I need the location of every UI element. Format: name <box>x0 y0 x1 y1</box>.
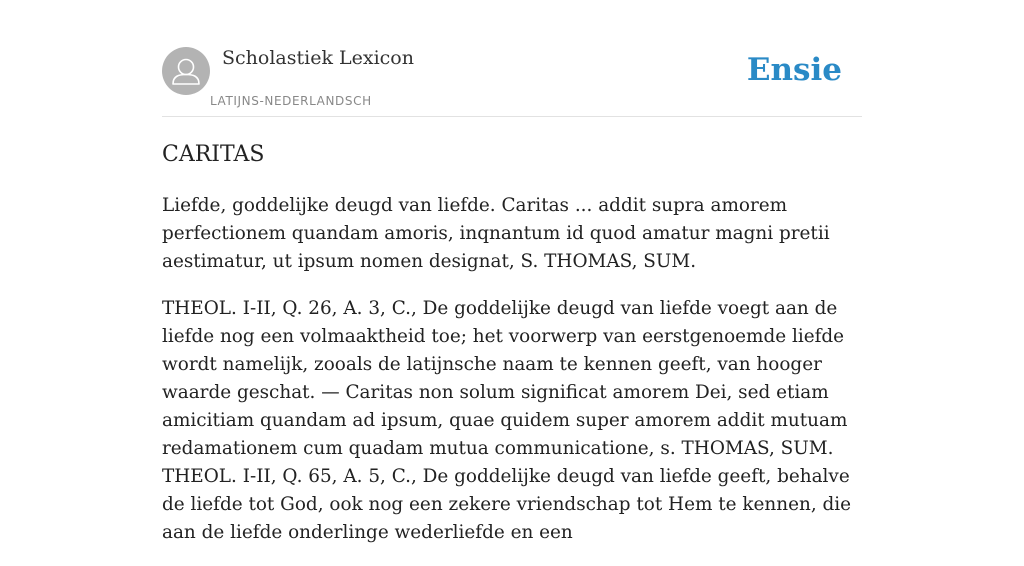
source-subtitle: LATIJNS-NEDERLANDSCH <box>210 94 372 108</box>
user-icon[interactable] <box>162 47 210 95</box>
entry-definition <box>162 192 862 566</box>
source-title-link[interactable]: Scholastiek Lexicon <box>222 47 414 69</box>
definition-paragraph: THEOL. I-II, Q. 26, A. 3, C., De goddelijke deugd van liefde voegt aan de liefde nog een volmaaktheid toe; het voorwerp van eerstgenoemde liefde wordt namelijk, zooals de latijnsche naam te kennen geeft, van hooger waarde geschat. — Caritas non solum significat amorem Dei, sed etiam amicitiam quandam ad ipsum, quae quidem super amorem addit mutuam redamationem cum quadam mutua communicatione, s. THOMAS, SUM. THEOL. I-II, Q. 65, A. 5, C., De goddelijke deugd van liefde geeft, behalve de liefde tot God, ook nog een zekere vriendschap tot Hem te kennen, die aan de liefde onderlinge wederliefde en een <box>162 298 852 543</box>
definition-paragraph: Liefde, goddelijke deugd van liefde. Caritas ... addit supra amorem perfectionem quandam amoris, inqnantum id quod amatur magni pretii aestimatur, ut ipsum nomen designat, S. THOMAS, SUM. <box>162 195 830 272</box>
source-header <box>162 0 862 117</box>
entry-headword: CARITAS <box>162 142 265 167</box>
brand-logo[interactable]: Ensie <box>746 52 842 88</box>
